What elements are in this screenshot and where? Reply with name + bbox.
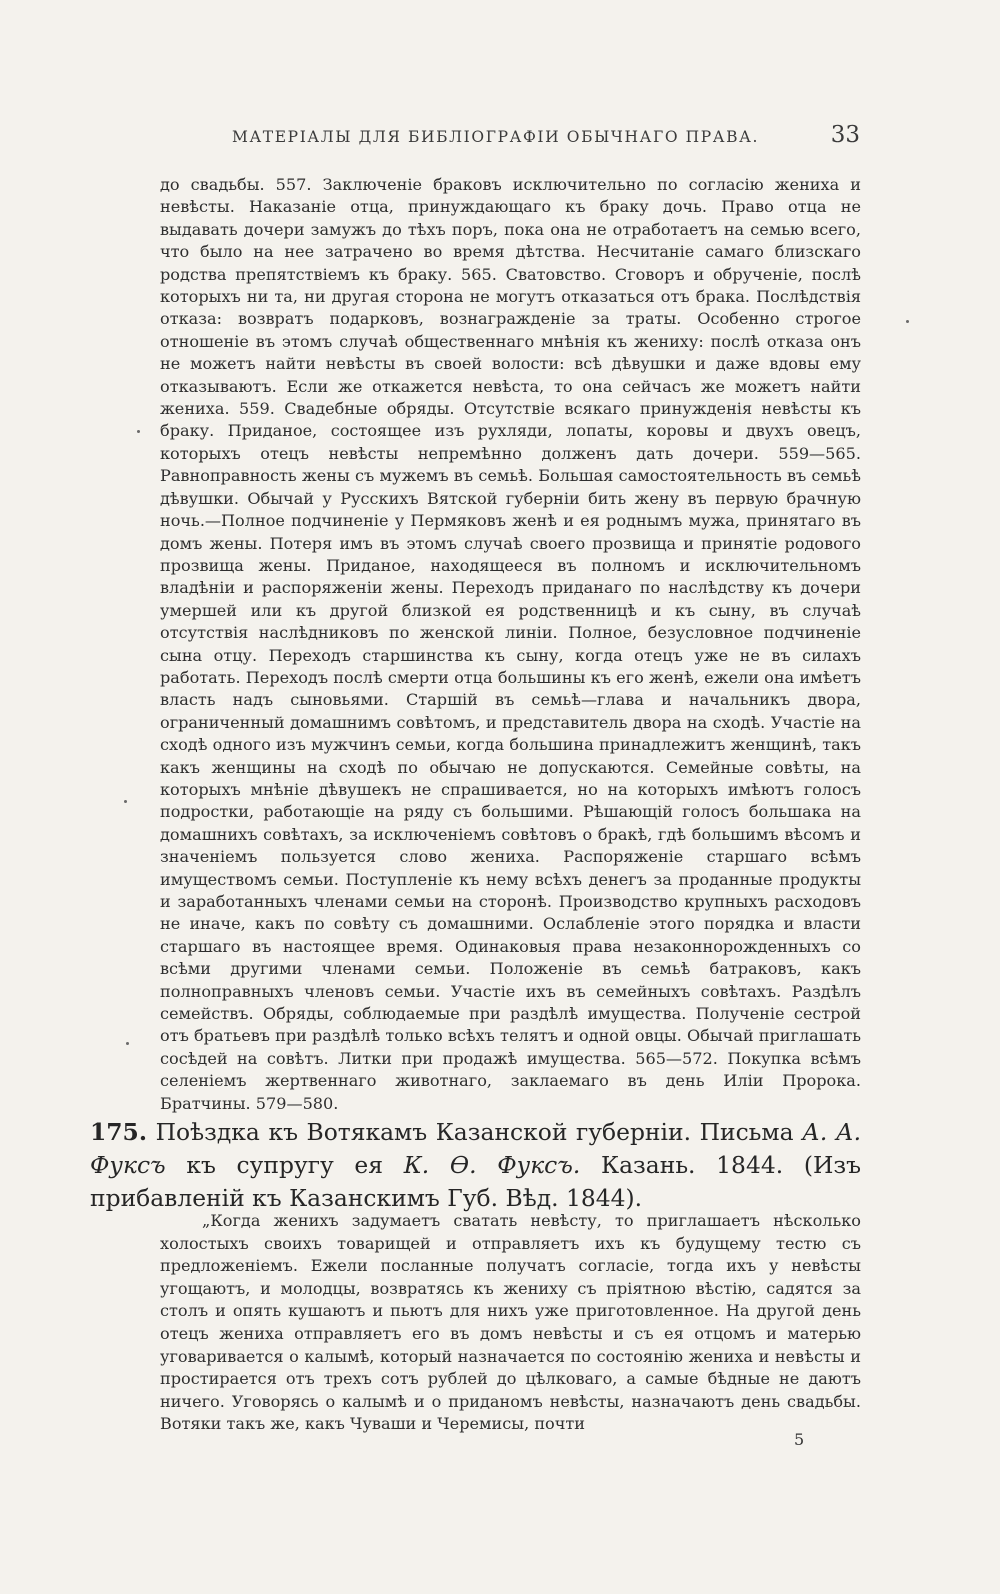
entry-heading-paragraph: [90, 1116, 861, 1215]
entry-author: А. А. Фуксъ: [90, 1118, 862, 1179]
margin-speck: [124, 800, 127, 803]
signature-mark: 5: [794, 1430, 805, 1449]
running-head-title: МАТЕРІАЛЫ ДЛЯ БИБЛІОГРАФІИ ОБЫЧНАГО ПРАВА.: [232, 128, 759, 146]
margin-speck: [906, 320, 909, 323]
body-text-block: [160, 174, 861, 1115]
entry-title: Поѣздка къ Вотякамъ Казанской губерніи. Письма: [155, 1118, 794, 1146]
body-paragraph: до свадьбы. 557. Заключеніе браковъ исключительно по согласію жениха и невѣсты. Наказаніе отца, принуждающаго къ браку дочь. Право отца не выдавать дочери замужъ до тѣхъ поръ, пока она не отработаетъ на семью всего, что было на нее затрачено во время дѣтства. Несчитаніе самаго близскаго родства препятствіемъ къ браку. 565. Сватовство. Сговоръ и обрученіе, послѣ которыхъ ни та, ни другая сторона не могутъ отказаться отъ брака. Послѣдствія отказа: возвратъ подарковъ, вознагражденіе за траты. Особенно строгое отношеніе въ этомъ случаѣ общественнаго мнѣнія къ жениху: послѣ отказа онъ не можетъ найти невѣсты въ своей волости: всѣ дѣвушки и даже вдовы ему отказываютъ. Если же откажется невѣста, то она сейчасъ же можетъ найти жениха. 559. Свадебные обряды. Отсутствіе всякаго принужденія невѣсты къ браку. Приданое, состоящее изъ рухляди, лопаты, коровы и двухъ овецъ, которыхъ отецъ невѣсты непремѣнно долженъ дать дочери. 559—565. Равноправность жены съ мужемъ въ семьѣ. Большая самостоятельность въ семьѣ дѣвушки. Обычай у Русскихъ Вятской губерніи бить жену въ первую брачную ночь.—Полное подчиненіе у Пермяковъ женѣ и ея роднымъ мужа, принятаго въ домъ жены. Потеря имъ въ этомъ случаѣ своего прозвища и принятіе родового прозвища жены. Приданое, находящееся въ полномъ и исключительномъ владѣніи и распоряженіи жены. Переходъ приданаго по наслѣдству къ дочери умершей или къ другой близкой ея родственницѣ и къ сыну, въ случаѣ отсутствія наслѣдниковъ по женской линіи. Полное, безусловное подчиненіе сына отцу. Переходъ старшинства къ сыну, когда отецъ уже не въ силахъ работать. Переходъ послѣ смерти отца большины къ его женѣ, ежели она имѣетъ власть надъ сыновьями. Старшій въ семьѣ—глава и начальникъ двора, ограниченный домашнимъ совѣтомъ, и представитель двора на сходѣ. Участіе на сходѣ одного изъ мужчинъ семьи, когда большина принадлежитъ женщинѣ, такъ какъ женщины на сходѣ по обычаю не допускаются. Семейные совѣты, на которыхъ мнѣніе дѣвушекъ не спрашивается, но на которыхъ имѣютъ голосъ подростки, работающіе на ряду съ большими. Рѣшающій голосъ большака на домашнихъ совѣтахъ, за исключеніемъ совѣтовъ о бракѣ, гдѣ большимъ вѣсомъ и значеніемъ пользуется слово жениха. Распоряженіе старшаго всѣмъ имуществомъ семьи. Поступленіе къ нему всѣхъ денегъ за проданные продукты и заработанныхъ членами семьи на сторонѣ. Производство крупныхъ расходовъ не иначе, какъ по совѣту съ домашними. Ослабленіе этого порядка и власти старшаго въ настоящее время. Одинаковыя права незаконнорожденныхъ со всѣми другими членами семьи. Положеніе въ семьѣ батраковъ, какъ полноправныхъ членовъ семьи. Участіе ихъ въ семейныхъ совѣтахъ. Раздѣлъ семействъ. Обряды, соблюдаемые при раздѣлѣ имущества. Полученіе сестрой отъ братьевъ при раздѣлѣ только всѣхъ телятъ и одной овцы. Обычай приглашать сосѣдей на совѣтъ. Литки при продажѣ имущества. 565—572. Покупка всѣмъ селеніемъ жертвеннаго животнаго, заклаемаго въ день Иліи Пророка. Братчины. 579—580.: [160, 175, 861, 1113]
entry-recipient: К. Ѳ. Фуксъ.: [403, 1151, 581, 1179]
page-number: 33: [830, 122, 860, 148]
entry-number: 175.: [90, 1118, 147, 1146]
bibliography-entry-heading: [90, 1116, 861, 1215]
margin-speck: [126, 1042, 129, 1045]
quote-text-block: [160, 1210, 861, 1436]
margin-speck: [137, 430, 140, 433]
quote-paragraph: „Когда женихъ задумаетъ сватать невѣсту, то приглашаетъ нѣсколько холостыхъ своихъ товарищей и отправляетъ ихъ къ будущему тестю съ предложеніемъ. Ежели посланные получатъ согласіе, тогда ихъ у невѣсты угощаютъ, и молодцы, возвратясь къ жениху съ пріятною вѣстію, садятся за столъ и опять кушаютъ и пьютъ для нихъ уже приготовленное. На другой день отецъ жениха отправляетъ его въ домъ невѣсты и съ ея отцомъ и матерью уговаривается о калымѣ, который назначается по состоянію жениха и невѣсты и простирается отъ трехъ сотъ рублей до цѣлковаго, а самые бѣдные не даютъ ничего. Уговорясь о калымѣ и о приданомъ невѣсты, назначаютъ день свадьбы. Вотяки такъ же, какъ Чуваши и Черемисы, почти: [160, 1211, 861, 1434]
entry-title-cont: къ супругу ея: [186, 1151, 384, 1179]
entry-source: Казань. 1844. (Изъ прибавленій къ Казанскимъ Губ. Вѣд. 1844).: [90, 1151, 861, 1212]
running-head: [160, 122, 860, 152]
